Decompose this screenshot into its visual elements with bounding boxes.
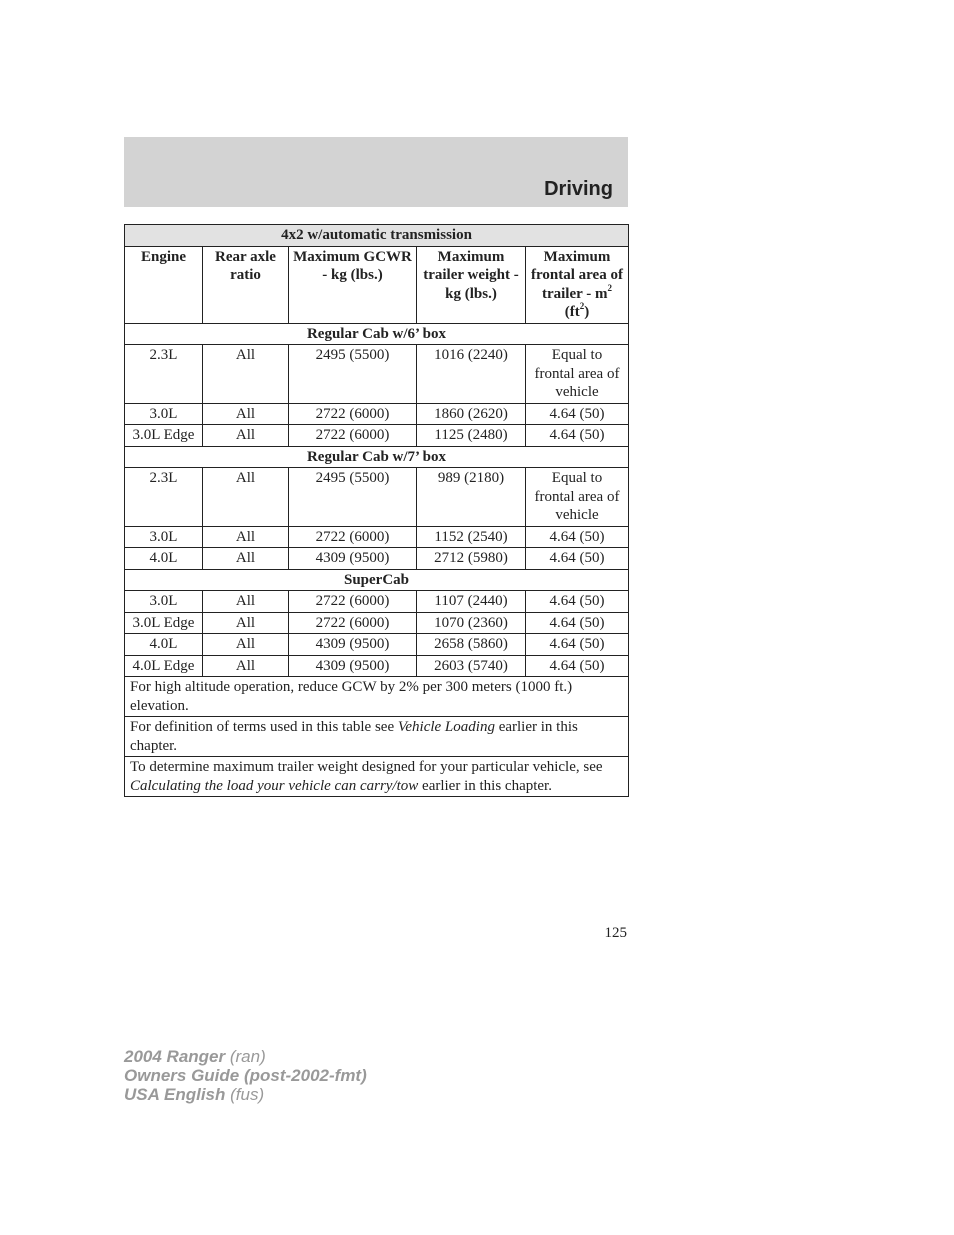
cell-engine: 3.0L (125, 591, 203, 613)
footer-line-language: USA English (fus) (124, 1085, 265, 1104)
cell-trailer-weight: 989 (2180) (417, 468, 526, 527)
cell-gcwr: 2495 (5500) (289, 468, 417, 527)
cell-frontal-area: 4.64 (50) (526, 612, 629, 634)
table-row (125, 403, 629, 425)
note-row-definition (125, 717, 629, 757)
cell-axle: All (203, 655, 289, 677)
cell-frontal-area: 4.64 (50) (526, 548, 629, 570)
table-row (125, 548, 629, 570)
document-footer (124, 1047, 367, 1104)
towing-spec-table (124, 224, 629, 797)
col-header-frontal-area: Maximum frontal area of trailer - $m^2$ $(ft^2)$ (526, 246, 629, 323)
cell-trailer-weight: 2658 (5860) (417, 634, 526, 656)
cell-gcwr: 4309 (9500) (289, 634, 417, 656)
cell-frontal-area: 4.64 (50) (526, 655, 629, 677)
footer-line-model: 2004 Ranger (ran) (124, 1047, 266, 1066)
table-row (125, 425, 629, 447)
footer-line-guide: Owners Guide (post-2002-fmt) (124, 1066, 367, 1085)
cell-engine: 4.0L Edge (125, 655, 203, 677)
table-body (125, 323, 629, 677)
cell-axle: All (203, 403, 289, 425)
section-label: Regular Cab w/7’ box (125, 446, 629, 468)
cell-frontal-area: 4.64 (50) (526, 526, 629, 548)
section-title: Driving (544, 178, 613, 200)
cell-engine: 3.0L Edge (125, 425, 203, 447)
section-row (125, 569, 629, 591)
cell-gcwr: 2722 (6000) (289, 403, 417, 425)
note-definition: For definition of terms used in this table see Vehicle Loading earlier in this chapter. (125, 717, 629, 757)
cell-axle: All (203, 591, 289, 613)
cell-gcwr: 4309 (9500) (289, 548, 417, 570)
table-title-row (125, 225, 629, 247)
note-determine: To determine maximum trailer weight designed for your particular vehicle, see Calculating the load your vehicle can carry/tow earlier in this chapter. (125, 757, 629, 797)
ref-calculating-load: Calculating the load your vehicle can carry/tow (130, 777, 419, 794)
cell-axle: All (203, 425, 289, 447)
cell-engine: 3.0L (125, 403, 203, 425)
table-row (125, 634, 629, 656)
cell-frontal-area: Equal to frontal area of vehicle (526, 345, 629, 404)
cell-gcwr: 4309 (9500) (289, 655, 417, 677)
cell-frontal-area: Equal to frontal area of vehicle (526, 468, 629, 527)
cell-engine: 3.0L Edge (125, 612, 203, 634)
cell-trailer-weight: 1107 (2440) (417, 591, 526, 613)
cell-axle: All (203, 526, 289, 548)
col-header-axle: Rear axle ratio (203, 246, 289, 323)
cell-gcwr: 2722 (6000) (289, 526, 417, 548)
cell-gcwr: 2722 (6000) (289, 425, 417, 447)
cell-engine: 4.0L (125, 634, 203, 656)
note-row-determine (125, 757, 629, 797)
cell-gcwr: 2722 (6000) (289, 591, 417, 613)
cell-frontal-area: 4.64 (50) (526, 591, 629, 613)
cell-engine: 3.0L (125, 526, 203, 548)
ref-vehicle-loading: Vehicle Loading (397, 719, 495, 735)
table-row (125, 591, 629, 613)
page-number: 125 (604, 925, 627, 941)
table-row (125, 612, 629, 634)
cell-engine: 4.0L (125, 548, 203, 570)
table-header-row (125, 246, 629, 323)
cell-frontal-area: 4.64 (50) (526, 634, 629, 656)
col-header-engine: Engine (125, 246, 203, 323)
col-header-trailer-weight: Maximum trailer weight - kg (lbs.) (417, 246, 526, 323)
cell-trailer-weight: 1860 (2620) (417, 403, 526, 425)
cell-trailer-weight: 1152 (2540) (417, 526, 526, 548)
table-row (125, 345, 629, 404)
table-title: 4x2 w/automatic transmission (125, 225, 629, 247)
cell-gcwr: 2495 (5500) (289, 345, 417, 404)
cell-frontal-area: 4.64 (50) (526, 425, 629, 447)
cell-trailer-weight: 1070 (2360) (417, 612, 526, 634)
cell-engine: 2.3L (125, 468, 203, 527)
section-row (125, 446, 629, 468)
cell-gcwr: 2722 (6000) (289, 612, 417, 634)
cell-axle: All (203, 468, 289, 527)
section-header-band (124, 137, 628, 207)
section-label: SuperCab (125, 569, 629, 591)
cell-trailer-weight: 2603 (5740) (417, 655, 526, 677)
cell-trailer-weight: 2712 (5980) (417, 548, 526, 570)
cell-axle: All (203, 548, 289, 570)
cell-engine: 2.3L (125, 345, 203, 404)
cell-axle: All (203, 345, 289, 404)
cell-axle: All (203, 612, 289, 634)
note-row-altitude (125, 677, 629, 717)
table-row (125, 468, 629, 527)
cell-axle: All (203, 634, 289, 656)
note-altitude: For high altitude operation, reduce GCW by 2% per 300 meters (1000 ft.) elevation. (125, 677, 629, 717)
cell-trailer-weight: 1016 (2240) (417, 345, 526, 404)
col-header-gcwr: Maximum GCWR - kg (lbs.) (289, 246, 417, 323)
cell-frontal-area: 4.64 (50) (526, 403, 629, 425)
section-row (125, 323, 629, 345)
cell-trailer-weight: 1125 (2480) (417, 425, 526, 447)
section-label: Regular Cab w/6’ box (125, 323, 629, 345)
table-row (125, 526, 629, 548)
table-row (125, 655, 629, 677)
